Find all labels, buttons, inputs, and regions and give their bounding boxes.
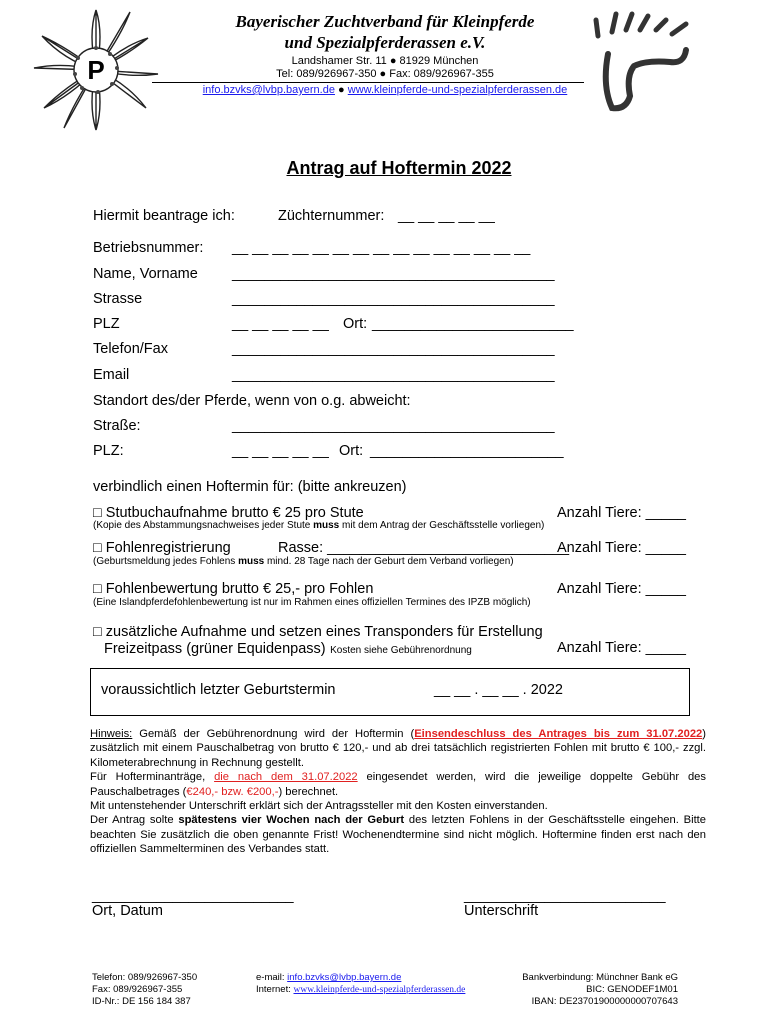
header-bullet: ●	[338, 84, 345, 96]
name-field[interactable]: ________________________________________	[232, 266, 555, 282]
email-label: Email	[93, 367, 130, 383]
birth-date-label: voraussichtlich letzter Geburtstermin	[101, 682, 336, 698]
option-foal-breed-field[interactable]: Rasse: ______________________________	[278, 540, 570, 556]
location-plz-label: PLZ:	[93, 443, 124, 459]
svg-text:P: P	[87, 55, 105, 85]
location-city-field[interactable]: ________________________	[370, 443, 564, 459]
option-foal-registration[interactable]: □ Fohlenregistrierung	[93, 540, 231, 556]
header-links	[0, 84, 770, 96]
phone-fax-label: Telefon/Fax	[93, 341, 168, 357]
phone-fax-field[interactable]: ________________________________________	[232, 341, 555, 357]
hint-label: Hinweis:	[90, 728, 133, 740]
breeder-number-field[interactable]: __ __ __ __ __	[398, 208, 495, 224]
option-stud-book-count[interactable]: Anzahl Tiere: _____	[557, 505, 686, 521]
option-transponder-count[interactable]: Anzahl Tiere: _____	[557, 640, 686, 656]
place-date-line[interactable]: _________________________	[92, 888, 294, 904]
option-transponder-line2: Freizeitpass (grüner Equidenpass) Kosten siehe Gebührenordnung	[104, 641, 472, 657]
location-street-field[interactable]: ________________________________________	[232, 418, 555, 434]
option-foal-evaluation[interactable]: □ Fohlenbewertung brutto € 25,- pro Fohlen	[93, 581, 374, 597]
street-label: Strasse	[93, 291, 143, 307]
option-stud-book-note: (Kopie des Abstammungsnachweises jeder Stute muss mit dem Antrag der Geschäftsstelle vorliegen)	[93, 520, 545, 531]
plz-field[interactable]: __ __ __ __ __	[232, 316, 329, 332]
breeder-number-label: Züchternummer:	[278, 208, 385, 224]
association-name-line2: und Spezialpferderassen e.V.	[284, 33, 486, 52]
header-email-link[interactable]: info.bzvks@lvbp.bayern.de	[202, 84, 335, 96]
street-field[interactable]: ________________________________________	[232, 291, 555, 307]
association-name-line1: Bayerischer Zuchtverband für Kleinpferde	[235, 12, 535, 31]
header-address: Landshamer Str. 11 ● 81929 München	[291, 55, 479, 67]
option-foal-registration-note: (Geburtsmeldung jedes Fohlens muss mind. 28 Tage nach der Geburt dem Verband vorliegen)	[93, 556, 514, 567]
name-label: Name, Vorname	[93, 266, 198, 282]
signature-line[interactable]: _________________________	[464, 888, 666, 904]
option-stud-book[interactable]: □ Stutbuchaufnahme brutto € 25 pro Stute	[93, 505, 364, 521]
city-label: Ort:	[343, 316, 368, 332]
option-foal-evaluation-note: (Eine Islandpferdefohlenbewertung ist nur im Rahmen eines offiziellen Termines des IPZB möglich)	[93, 597, 531, 608]
footer-contact: Telefon: 089/926967-350 Fax: 089/926967-355 ID-Nr.: DE 156 184 387	[92, 972, 198, 1007]
location-street-label: Straße:	[93, 418, 141, 434]
birth-date-field[interactable]: __ __ . __ __ . 2022	[434, 682, 563, 698]
operation-number-label: Betriebsnummer:	[93, 240, 204, 256]
header-website-link[interactable]: www.kleinpferde-und-spezialpferderassen.de	[347, 84, 568, 96]
footer-email-link[interactable]: info.bzvks@lvbp.bayern.de	[287, 972, 402, 983]
option-transponder[interactable]: □ zusätzliche Aufnahme und setzen eines Transponders für Erstellung	[93, 624, 543, 640]
option-foal-evaluation-count[interactable]: Anzahl Tiere: _____	[557, 581, 686, 597]
footer-online: e-mail: info.bzvks@lvbp.bayern.de Internet: www.kleinpferde-und-spezialpferderassen.de	[256, 972, 466, 995]
header-divider	[152, 82, 584, 83]
footer-bank: Bankverbindung: Münchner Bank eG BIC: GENODEF1M01 IBAN: DE23701900000000707643	[522, 972, 678, 1007]
header-phone-fax: Tel: 089/926967-350 ● Fax: 089/926967-355	[276, 68, 494, 80]
location-heading: Standort des/der Pferde, wenn von o.g. abweicht:	[93, 393, 411, 409]
email-field[interactable]: ________________________________________	[232, 367, 555, 383]
signature-label: Unterschrift	[464, 903, 539, 919]
options-heading: verbindlich einen Hoftermin für: (bitte ankreuzen)	[93, 479, 407, 495]
form-title: Antrag auf Hoftermin 2022	[286, 158, 512, 178]
plz-label: PLZ	[93, 316, 120, 332]
operation-number-field[interactable]: __ __ __ __ __ __ __ __ __ __ __ __ __ __ __	[232, 240, 531, 256]
hint-text: Hinweis: Gemäß der Gebührenordnung wird der Hoftermin (Einsendeschluss des Antrages bis zum 31.07.2022) zusätzlich mit einem Pauschalbetrag von brutto € 120,- und ab drei tatsächlich registrierten Fohlen mit brutto € 100,- zzgl. Kilometerabrechnung in Rechnung gestellt. Für Hofterminanträge, die nach dem 31.07.2022 eingesendet werden, wird die jeweilige doppelte Gebühr des Pauschalbetrages (€240,- bzw. €200,-) berechnet. Mit untenstehender Unterschrift erklärt sich der Antragssteller mit den Kosten einverstanden. Der Antrag solte spätestens vier Wochen nach der Geburt des letzten Fohlens in der Geschäftsstelle eingehen. Bitte beachten Sie zusätzlich die oben genannte Frist! Wochenendtermine sind nicht möglich. Hoftermine finden erst nach den offiziellen Sammelterminen des Verbandes statt.	[90, 728, 707, 856]
location-city-label: Ort:	[339, 443, 364, 459]
intro-label: Hiermit beantrage ich:	[93, 208, 235, 224]
option-foal-registration-count[interactable]: Anzahl Tiere: _____	[557, 540, 686, 556]
place-date-label: Ort, Datum	[92, 903, 163, 919]
location-plz-field[interactable]: __ __ __ __ __	[232, 443, 329, 459]
city-field[interactable]: _________________________	[372, 316, 574, 332]
footer-website-link[interactable]: www.kleinpferde-und-spezialpferderassen.de	[293, 985, 466, 995]
